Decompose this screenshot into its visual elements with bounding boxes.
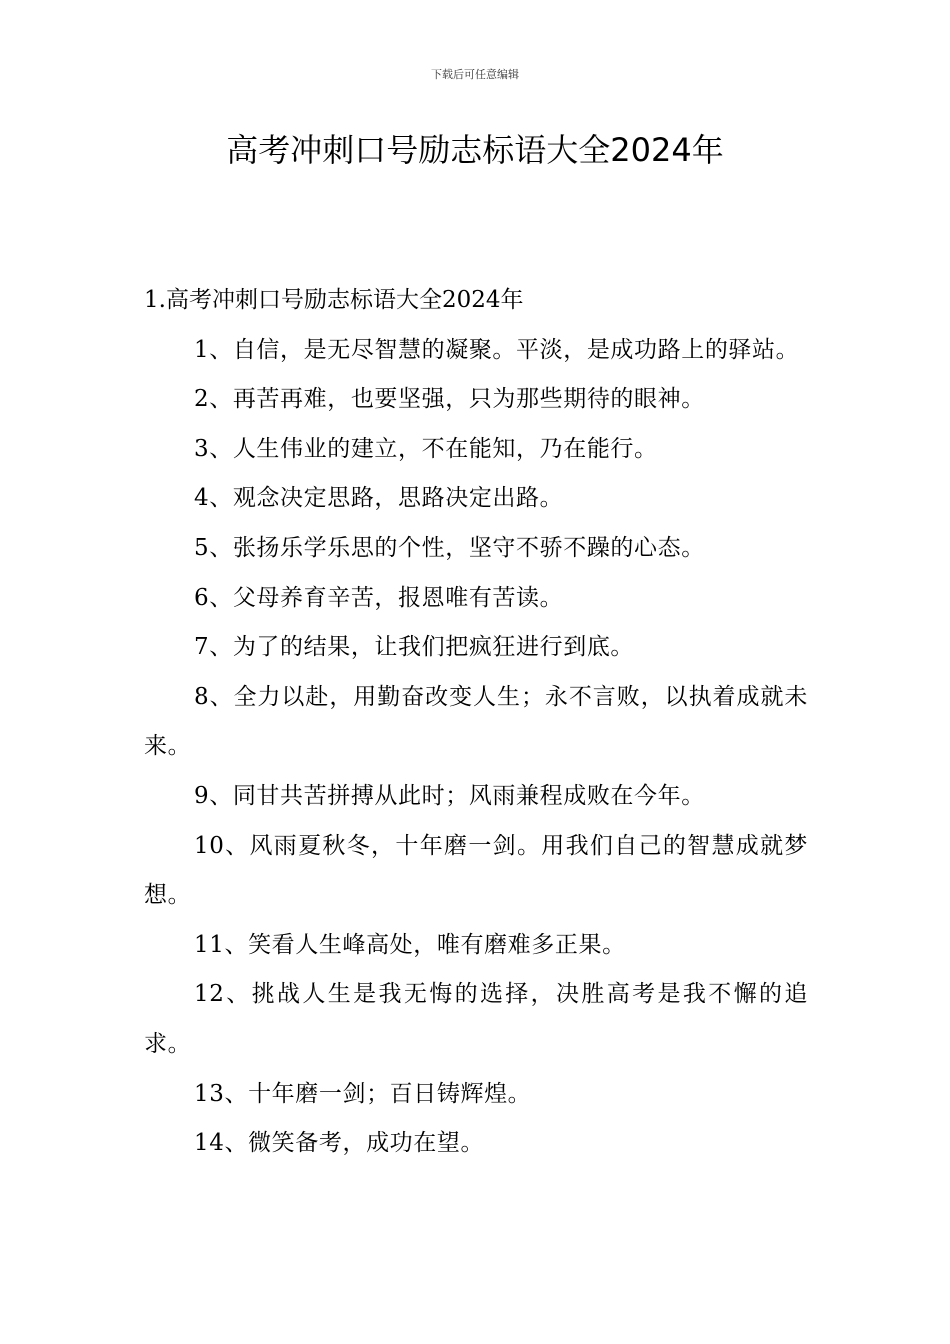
document-title: 高考冲刺口号励志标语大全2024年 [226, 131, 724, 169]
slogan-item: 10、风雨夏秋冬，十年磨一剑。用我们自己的智慧成就梦想。 [144, 832, 808, 909]
slogan-item: 6、父母养育辛苦，报恩唯有苦读。 [194, 584, 564, 611]
slogan-item: 7、为了的结果，让我们把疯狂进行到底。 [194, 634, 635, 661]
document-body [144, 276, 808, 1169]
section-heading: 1.高考冲刺口号励志标语大全2024年 [144, 287, 524, 313]
slogan-item: 8、全力以赴，用勤奋改变人生；永不言败，以执着成就未来。 [144, 683, 808, 760]
slogan-item: 1、自信，是无尽智慧的凝聚。平淡，是成功路上的驿站。 [194, 336, 800, 363]
slogan-item: 14、微笑备考，成功在望。 [194, 1130, 485, 1157]
slogan-item: 12、挑战人生是我无悔的选择，决胜高考是我不懈的追求。 [144, 981, 808, 1057]
slogan-item: 3、人生伟业的建立，不在能知，乃在能行。 [194, 435, 658, 462]
slogan-item: 4、观念决定思路，思路决定出路。 [194, 485, 564, 512]
header-note: 下载后可任意编辑 [431, 68, 519, 81]
slogan-item: 2、再苦再难，也要坚强，只为那些期待的眼神。 [194, 386, 705, 413]
slogan-item: 9、同甘共苦拼搏从此时；风雨兼程成败在今年。 [194, 782, 705, 809]
slogan-item: 13、十年磨一剑；百日铸辉煌。 [194, 1080, 532, 1107]
slogan-item: 11、笑看人生峰高处，唯有磨难多正果。 [194, 931, 626, 958]
slogan-item: 5、张扬乐学乐思的个性，坚守不骄不躁的心态。 [194, 534, 705, 561]
